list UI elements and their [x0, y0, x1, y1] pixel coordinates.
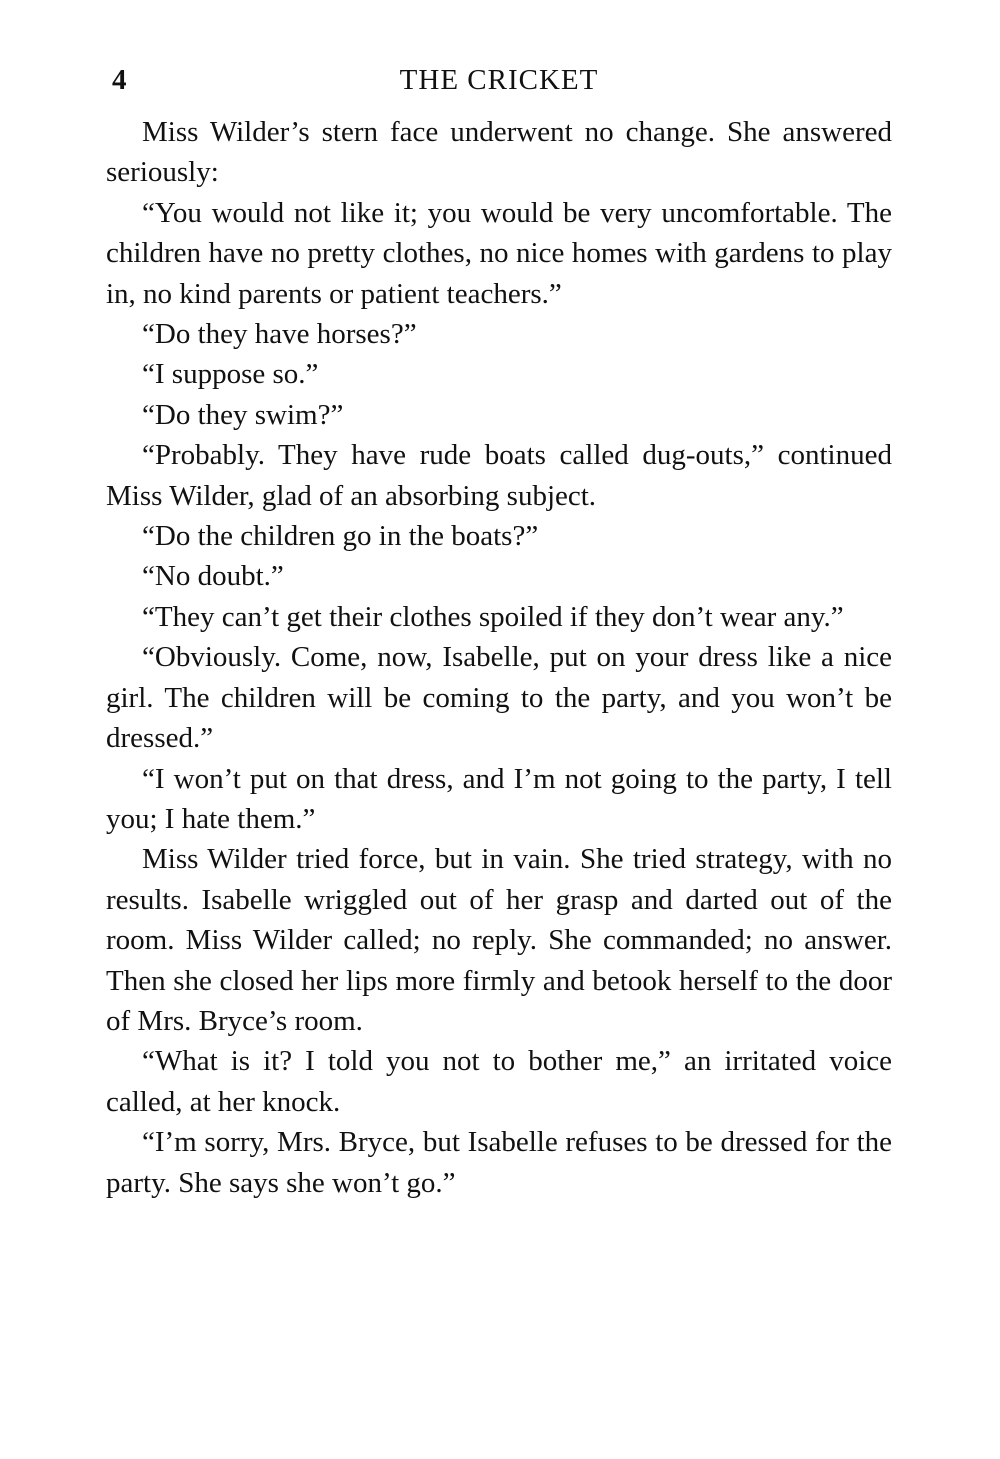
body-text	[106, 112, 892, 1203]
paragraph: “They can’t get their clothes spoiled if they don’t wear any.”	[142, 600, 844, 633]
paragraph: “Do they swim?”	[142, 398, 344, 431]
paragraph: “Do the children go in the boats?”	[142, 520, 539, 553]
paragraph: “You would not like it; you would be very uncomfortable. The children have no pretty clothes, no nice homes with gardens to play in, no kind parents or patient teachers.”	[106, 196, 892, 310]
running-title: THE CRICKET	[399, 64, 599, 96]
paragraph: Miss Wilder tried force, but in vain. She tried strategy, with no results. Isabelle wriggled out of her grasp and darted out of the room. Miss Wilder called; no reply. She commanded; no answer. Then she closed her lips more firmly and betook herself to the door of Mrs. Bryce’s room.	[106, 843, 892, 1037]
book-page	[106, 58, 892, 1203]
paragraph: “I’m sorry, Mrs. Bryce, but Isabelle refuses to be dressed for the party. She says she won’t go.”	[106, 1126, 892, 1199]
page-header	[106, 58, 892, 102]
paragraph: “I won’t put on that dress, and I’m not going to the party, I tell you; I hate them.”	[106, 762, 892, 835]
paragraph: “Do they have horses?”	[142, 318, 417, 351]
page-number: 4	[112, 64, 127, 96]
paragraph: “Probably. They have rude boats called dug-outs,” continued Miss Wilder, glad of an absorbing subject.	[106, 439, 892, 512]
paragraph: “No doubt.”	[142, 560, 284, 593]
paragraph: Miss Wilder’s stern face underwent no change. She answered seriously:	[106, 116, 892, 189]
paragraph: “Obviously. Come, now, Isabelle, put on your dress like a nice girl. The children will be coming to the party, and you won’t be dressed.”	[106, 641, 892, 755]
paragraph: “I suppose so.”	[142, 358, 319, 391]
paragraph: “What is it? I told you not to bother me,” an irritated voice called, at her knock.	[106, 1045, 892, 1118]
